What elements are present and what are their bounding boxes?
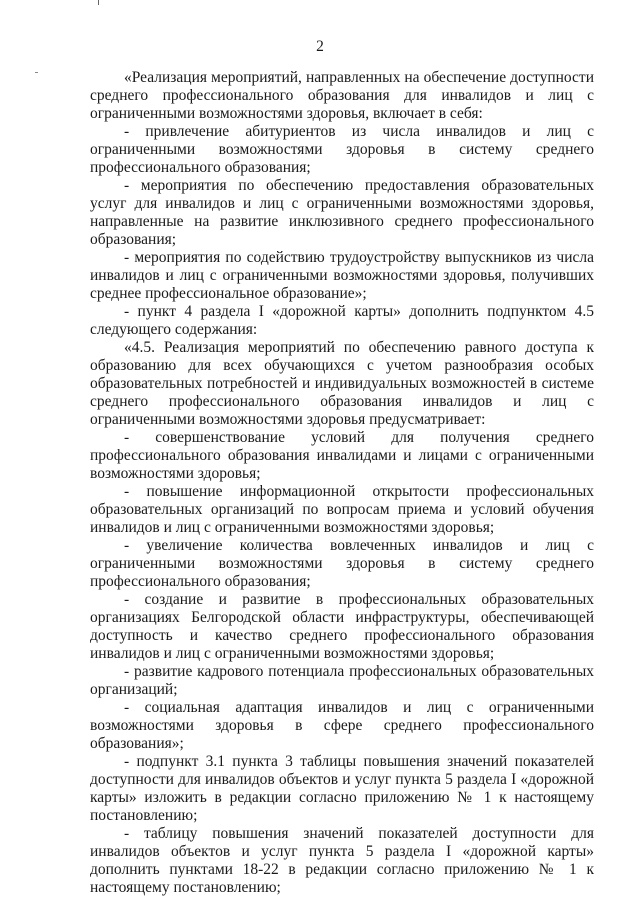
- document-body: [90, 69, 594, 897]
- paragraph: - развитие кадрового потенциала профессиональных образовательных организаций;: [90, 663, 594, 698]
- scan-mark: [35, 72, 38, 73]
- paragraph: - увеличение количества вовлеченных инвалидов и лиц с ограниченными возможностями здоровья в систему среднего профессионального образования;: [90, 537, 594, 590]
- paragraph: - подпункт 3.1 пункта 3 таблицы повышения значений показателей доступности для инвалидов объектов и услуг пункта 5 раздела I «дорожной карты» изложить в редакции согласно приложению № 1 к настоящему постановлению;: [90, 753, 594, 824]
- paragraph: «Реализация мероприятий, направленных на обеспечение доступности среднего профессионального образования для инвалидов и лиц с ограниченными возможностями здоровья, включает в себя:: [90, 69, 594, 122]
- paragraph: - таблицу повышения значений показателей доступности для инвалидов объектов и услуг пункта 5 раздела I «дорожной карты» дополнить пунктами 18-22 в редакции согласно приложению № 1 к настоящему постановлению;: [90, 825, 594, 896]
- page-number: 2: [316, 38, 324, 55]
- scan-mark: [98, 0, 99, 5]
- paragraph: - совершенствование условий для получения среднего профессионального образования инвалидами и лицами с ограниченными возможностями здоровья;: [90, 429, 594, 482]
- paragraph: - мероприятия по обеспечению предоставления образовательных услуг для инвалидов и лиц с ограниченными возможностями здоровья, направленные на развитие инклюзивного среднего профессионального образования;: [90, 177, 594, 248]
- paragraph: «4.5. Реализация мероприятий по обеспечению равного доступа к образованию для всех обучающихся с учетом разнообразия особых образовательных потребностей и индивидуальных возможностей в системе среднего профессионального образования инвалидов и лиц с ограниченными возможностями здоровья предусматривает:: [90, 339, 594, 428]
- paragraph: - пункт 4 раздела I «дорожной карты» дополнить подпунктом 4.5 следующего содержания:: [90, 303, 594, 338]
- paragraph: - повышение информационной открытости профессиональных образовательных организаций по вопросам приема и условий обучения инвалидов и лиц с ограниченными возможностями здоровья;: [90, 483, 594, 536]
- paragraph: - мероприятия по содействию трудоустройству выпускников из числа инвалидов и лиц с ограниченными возможностями здоровья, получивших среднее профессиональное образование»;: [90, 249, 594, 302]
- paragraph: - социальная адаптация инвалидов и лиц с ограниченными возможностями здоровья в сфере среднего профессионального образования»;: [90, 699, 594, 752]
- paragraph: - создание и развитие в профессиональных образовательных организациях Белгородской области инфраструктуры, обеспечивающей доступность и качество среднего профессионального образования инвалидов и лиц с ограниченными возможностями здоровья;: [90, 591, 594, 662]
- paragraph: - привлечение абитуриентов из числа инвалидов и лиц с ограниченными возможностями здоровья в систему среднего профессионального образования;: [90, 123, 594, 176]
